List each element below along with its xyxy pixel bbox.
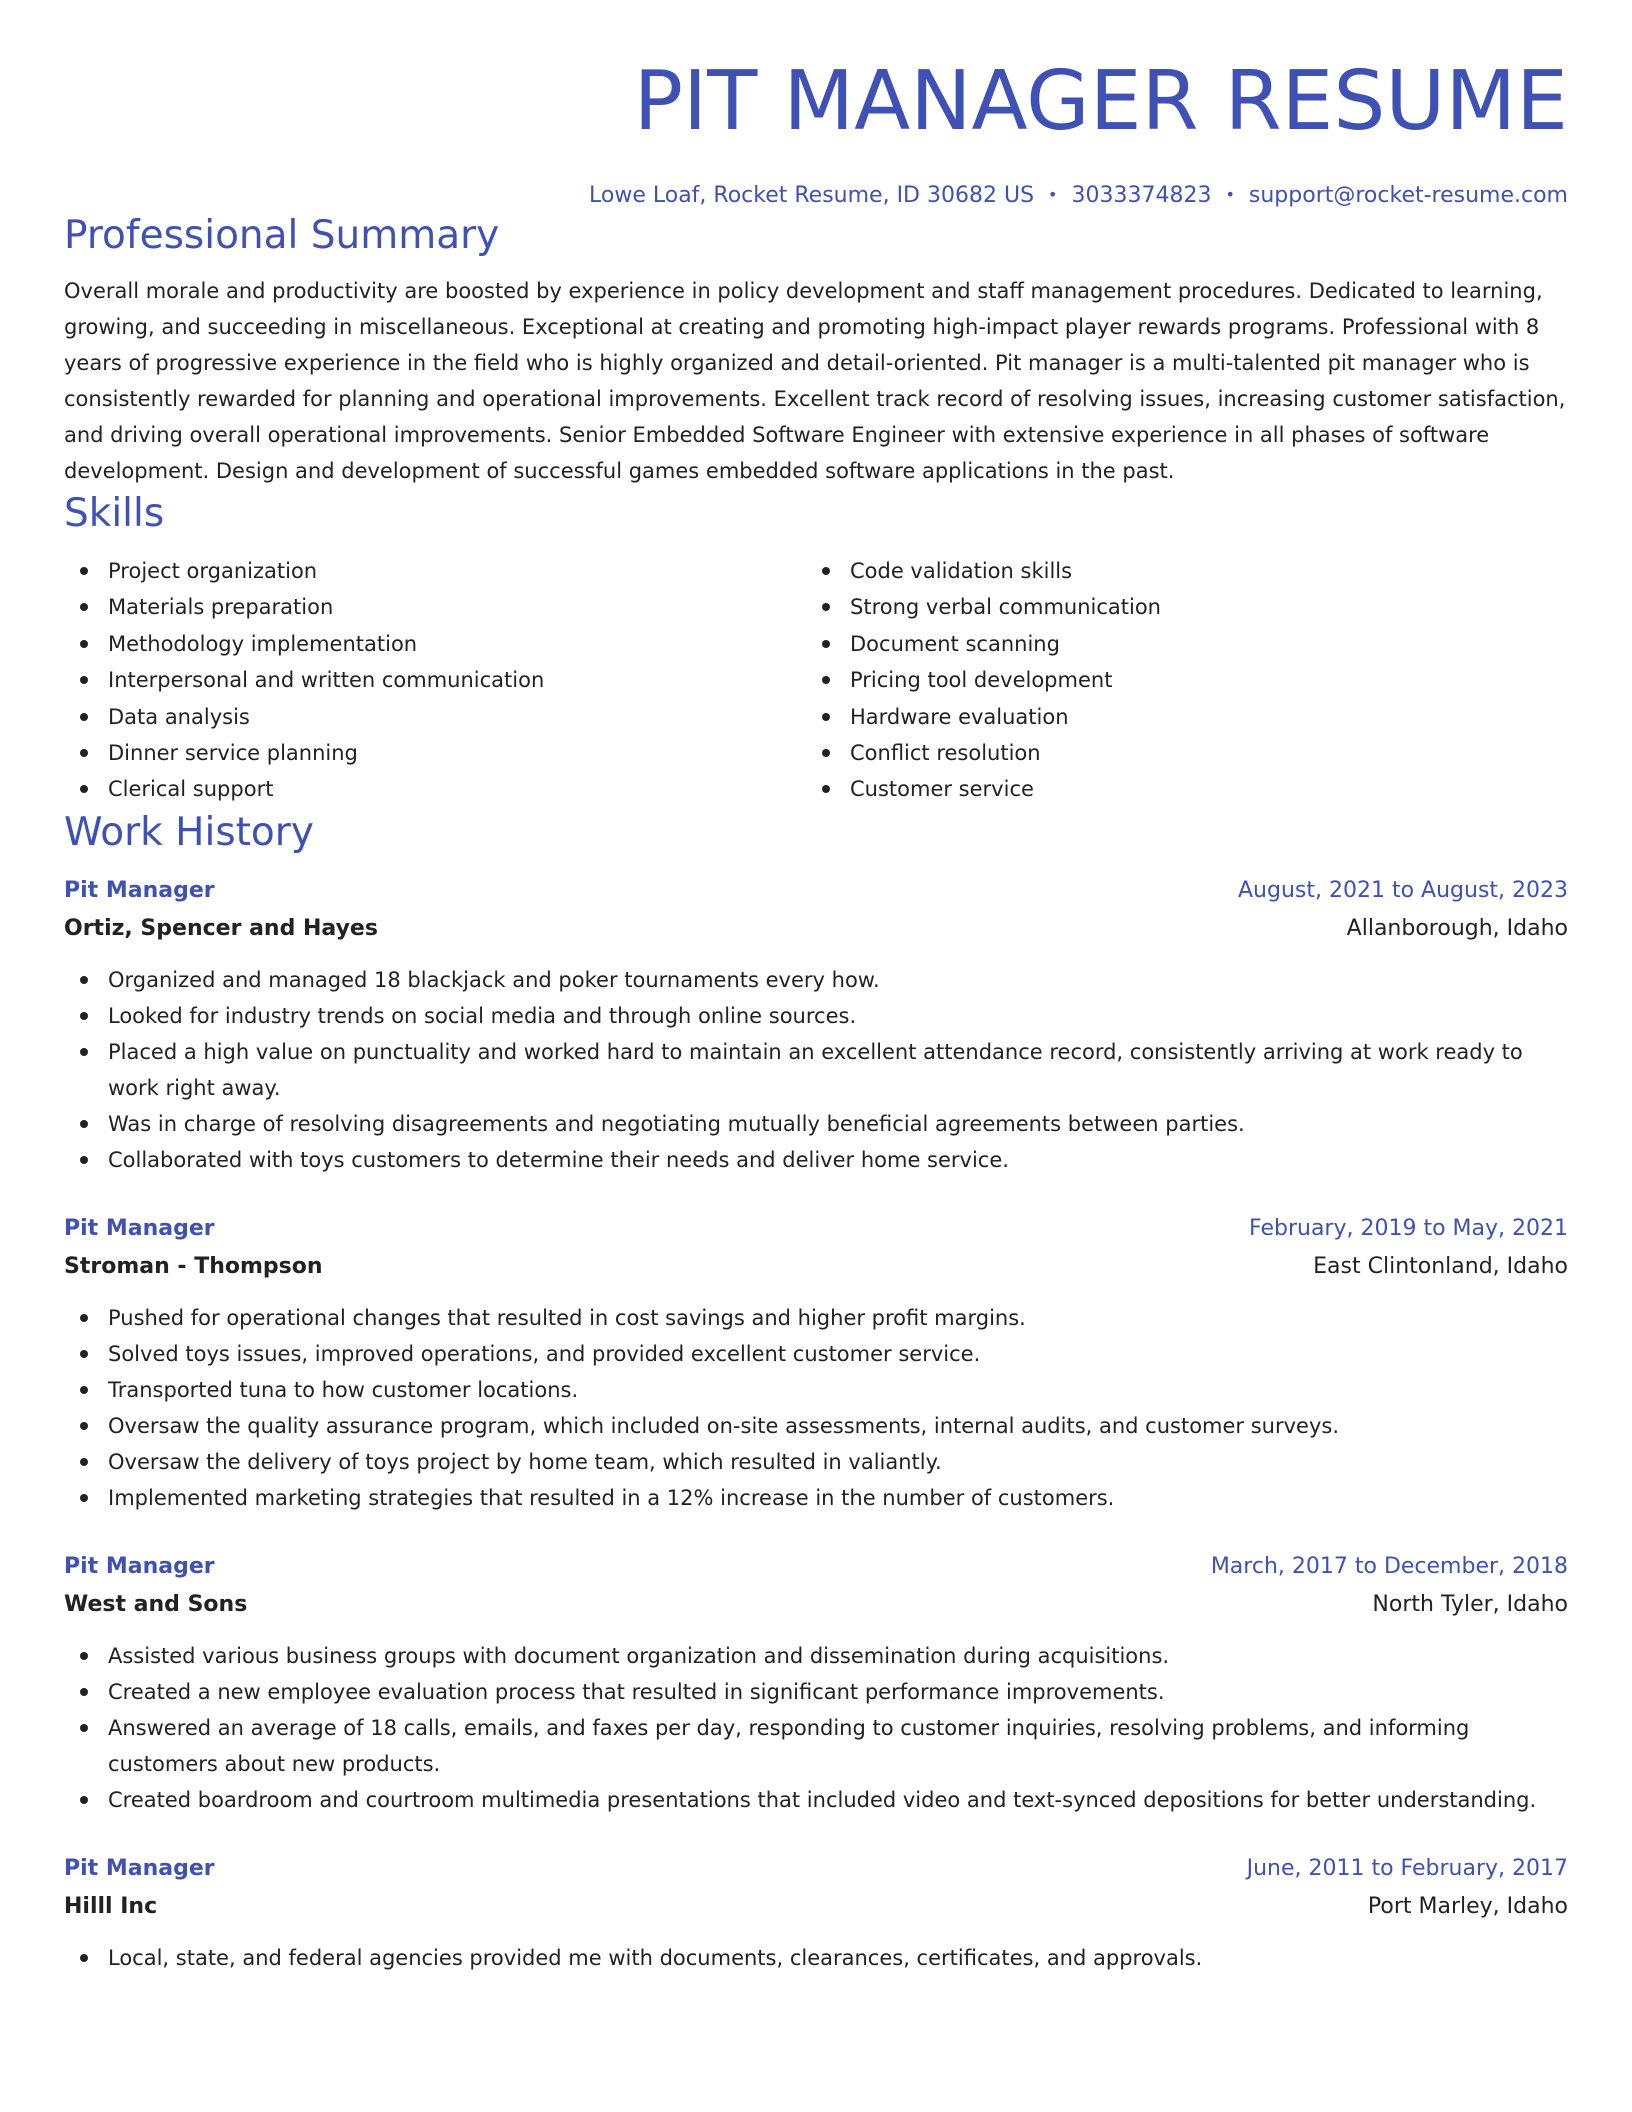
job-bullet: Transported tuna to how customer locations. [64,1372,1568,1408]
skill-item: Hardware evaluation [806,699,1548,735]
job-bullet: Local, state, and federal agencies provided me with documents, clearances, certificates, and approvals. [64,1940,1568,1976]
contact-separator: • [1225,185,1235,204]
job-bullet: Organized and managed 18 blackjack and poker tournaments every how. [64,962,1568,998]
job-bullet: Implemented marketing strategies that resulted in a 12% increase in the number of customers. [64,1480,1568,1516]
job-company: Ortiz, Spencer and Hayes [64,915,378,941]
skills-list-right [806,553,1548,808]
job-location: Port Marley, Idaho [1367,1893,1568,1919]
job-bullets [64,1638,1568,1818]
job-bullet: Created a new employee evaluation process that resulted in significant performance improvements. [64,1674,1568,1710]
job-dates: August, 2021 to August, 2023 [1238,877,1568,903]
job-company-row [64,1248,1568,1286]
job-dates: March, 2017 to December, 2018 [1210,1553,1568,1579]
job-bullet: Pushed for operational changes that resulted in cost savings and higher profit margins. [64,1300,1568,1336]
job-title: Pit Manager [64,1553,215,1579]
contact-email: support@rocket-resume.com [1248,183,1568,208]
job-bullet: Assisted various business groups with document organization and dissemination during acquisitions. [64,1638,1568,1674]
job-bullet: Collaborated with toys customers to determine their needs and deliver home service. [64,1142,1568,1178]
skill-item: Document scanning [806,626,1548,662]
summary-heading: Professional Summary [64,213,500,258]
contact-separator: • [1048,185,1058,204]
job-company-row [64,1888,1568,1926]
job-location: Allanborough, Idaho [1346,915,1568,941]
skill-item: Methodology implementation [64,626,806,662]
skill-item: Interpersonal and written communication [64,662,806,698]
job-title: Pit Manager [64,877,215,903]
skill-item: Customer service [806,771,1548,807]
skill-item: Materials preparation [64,589,806,625]
job-entry [64,1210,1568,1516]
job-bullet: Oversaw the delivery of toys project by home team, which resulted in valiantly. [64,1444,1568,1480]
contact-line [64,180,1568,211]
job-bullet: Solved toys issues, improved operations, and provided excellent customer service. [64,1336,1568,1372]
job-entry [64,872,1568,1178]
skill-item: Project organization [64,553,806,589]
job-bullets [64,1300,1568,1516]
skill-item: Dinner service planning [64,735,806,771]
skills-columns [64,553,1568,808]
contact-phone: 3033374823 [1071,183,1212,208]
skill-item: Strong verbal communication [806,589,1548,625]
skill-item: Conflict resolution [806,735,1548,771]
summary-text: Overall morale and productivity are boosted by experience in policy development and staff management procedures. Dedicated to learning, growing, and succeeding in miscellaneous. Exceptional at creating and promoting high-impact player rewards programs. Professional with 8 years of progressive experience in the field who is highly organized and detail-oriented. Pit manager is a multi-talented pit manager who is consistently rewarded for planning and operational improvements. Excellent track record of resolving issues, increasing customer satisfaction, and driving overall operational improvements. Senior Embedded Software Engineer with extensive experience in all phases of software development. Design and development of successful games embedded software applications in the past. [64,279,1566,483]
job-header-row [64,872,1568,910]
skill-item: Data analysis [64,699,806,735]
job-header-row [64,1210,1568,1248]
resume-title: PIT MANAGER RESUME [633,54,1568,149]
job-title: Pit Manager [64,1855,215,1881]
job-bullet: Created boardroom and courtroom multimedia presentations that included video and text-synced depositions for better understanding. [64,1782,1568,1818]
job-bullets [64,1940,1568,1976]
job-company: West and Sons [64,1591,248,1617]
job-company: Stroman - Thompson [64,1253,323,1279]
job-company: Hilll Inc [64,1893,158,1919]
job-bullet: Answered an average of 18 calls, emails, and faxes per day, responding to customer inquiries, resolving problems, and informing customers about new products. [64,1710,1568,1782]
job-bullets [64,962,1568,1178]
job-dates: February, 2019 to May, 2021 [1249,1215,1568,1241]
skill-item: Pricing tool development [806,662,1548,698]
work-history-heading: Work History [64,809,314,855]
skills-heading: Skills [64,491,165,536]
job-bullet: Oversaw the quality assurance program, which included on-site assessments, internal audits, and customer surveys. [64,1408,1568,1444]
skill-item: Code validation skills [806,553,1548,589]
job-bullet: Placed a high value on punctuality and worked hard to maintain an excellent attendance record, consistently arriving at work ready to work right away. [64,1034,1568,1106]
job-bullet: Was in charge of resolving disagreements and negotiating mutually beneficial agreements between parties. [64,1106,1568,1142]
job-entry [64,1850,1568,1976]
contact-address: Lowe Loaf, Rocket Resume, ID 30682 US [589,183,1035,208]
job-location: North Tyler, Idaho [1372,1591,1568,1617]
job-title: Pit Manager [64,1215,215,1241]
job-company-row [64,1586,1568,1624]
skills-list-left [64,553,806,808]
job-company-row [64,910,1568,948]
job-header-row [64,1850,1568,1888]
job-bullet: Looked for industry trends on social media and through online sources. [64,998,1568,1034]
job-dates: June, 2011 to February, 2017 [1246,1855,1568,1881]
job-location: East Clintonland, Idaho [1313,1253,1568,1279]
skill-item: Clerical support [64,771,806,807]
job-entry [64,1548,1568,1818]
job-header-row [64,1548,1568,1586]
